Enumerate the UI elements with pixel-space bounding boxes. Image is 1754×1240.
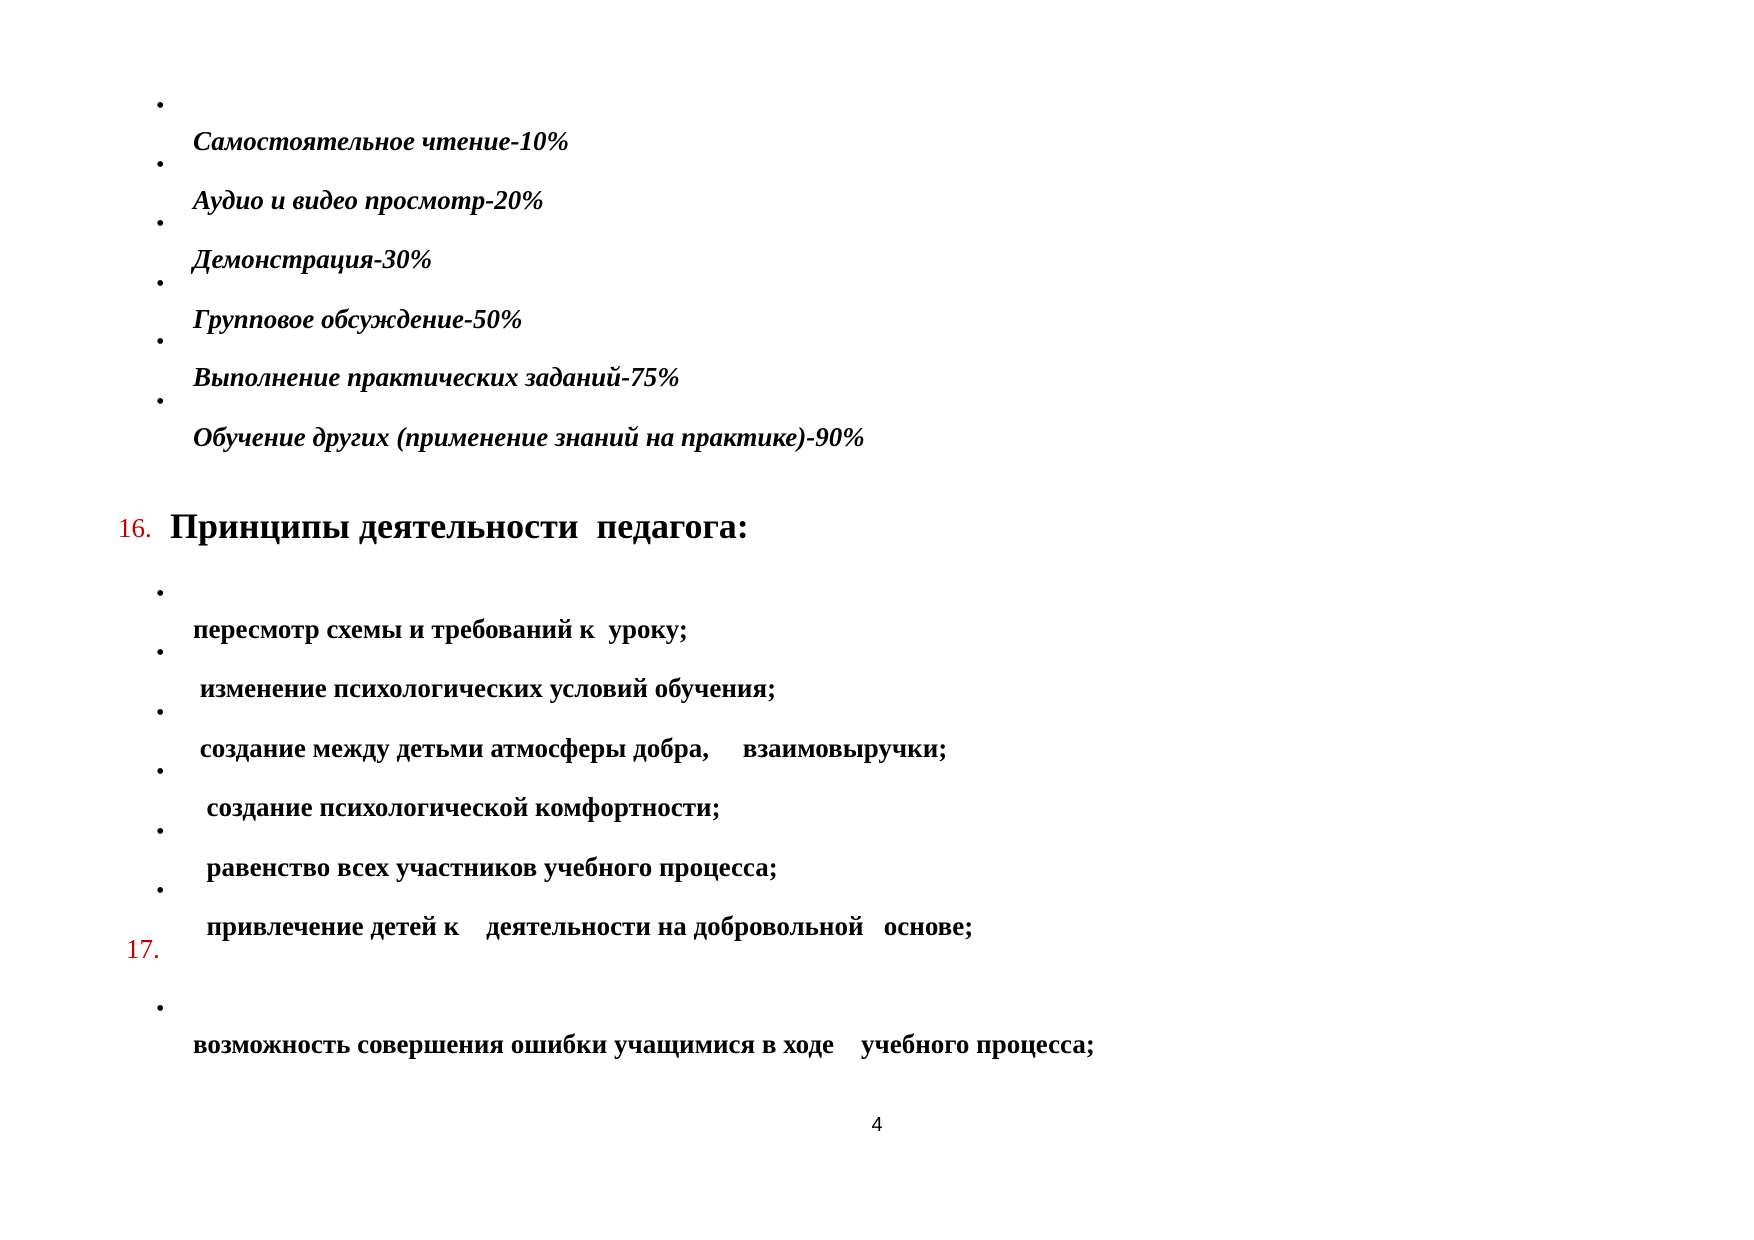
list-item-text: Самостоятельное чтение-10% xyxy=(193,126,570,156)
bullet-icon: • xyxy=(156,878,165,904)
section-title: Принципы деятельности педагога: xyxy=(170,506,749,546)
list-item-text: Аудио и видео просмотр-20% xyxy=(193,185,544,215)
list-item-text: Обучение других (применение знаний на практике)-90% xyxy=(193,422,865,452)
list-item-text: возможность совершения ошибки учащимися в ходе учебного процесса; xyxy=(193,1029,1095,1059)
list-item-text: пересмотр схемы и требований к уроку; xyxy=(193,614,688,644)
bullet-icon: • xyxy=(156,640,165,666)
page-number: 4 xyxy=(871,1114,883,1136)
list-item xyxy=(0,993,1095,1065)
bullet-icon: • xyxy=(156,389,165,415)
section-number: 16. xyxy=(118,513,152,543)
bullet-icon: • xyxy=(156,329,165,355)
bullet-icon: • xyxy=(156,152,165,178)
list-item xyxy=(0,875,974,947)
list-item-text: равенство всех участников учебного процесса; xyxy=(193,852,778,882)
section-number: 17. xyxy=(126,934,160,964)
list-item-text: создание между детьми атмосферы добра, взаимовыручки; xyxy=(193,733,948,763)
bullet-icon: • xyxy=(156,759,165,785)
list-item-text: создание психологической комфортности; xyxy=(193,792,721,822)
bullet-icon: • xyxy=(156,581,165,607)
bullet-icon: • xyxy=(156,819,165,845)
bullet-icon: • xyxy=(156,700,165,726)
bullet-icon: • xyxy=(156,93,165,119)
bullet-icon: • xyxy=(156,271,165,297)
bullet-icon: • xyxy=(156,996,165,1022)
list-item-text: Выполнение практических заданий-75% xyxy=(193,362,680,392)
list-item xyxy=(0,386,865,458)
bullet-icon: • xyxy=(156,211,165,237)
list-item-text: привлечение детей к деятельности на добровольной основе; xyxy=(193,911,974,941)
list-item-text: изменение психологических условий обучения; xyxy=(193,673,777,703)
list-item-text: Групповое обсуждение-50% xyxy=(193,304,523,334)
list-item-text: Демонстрация-30% xyxy=(193,244,433,274)
